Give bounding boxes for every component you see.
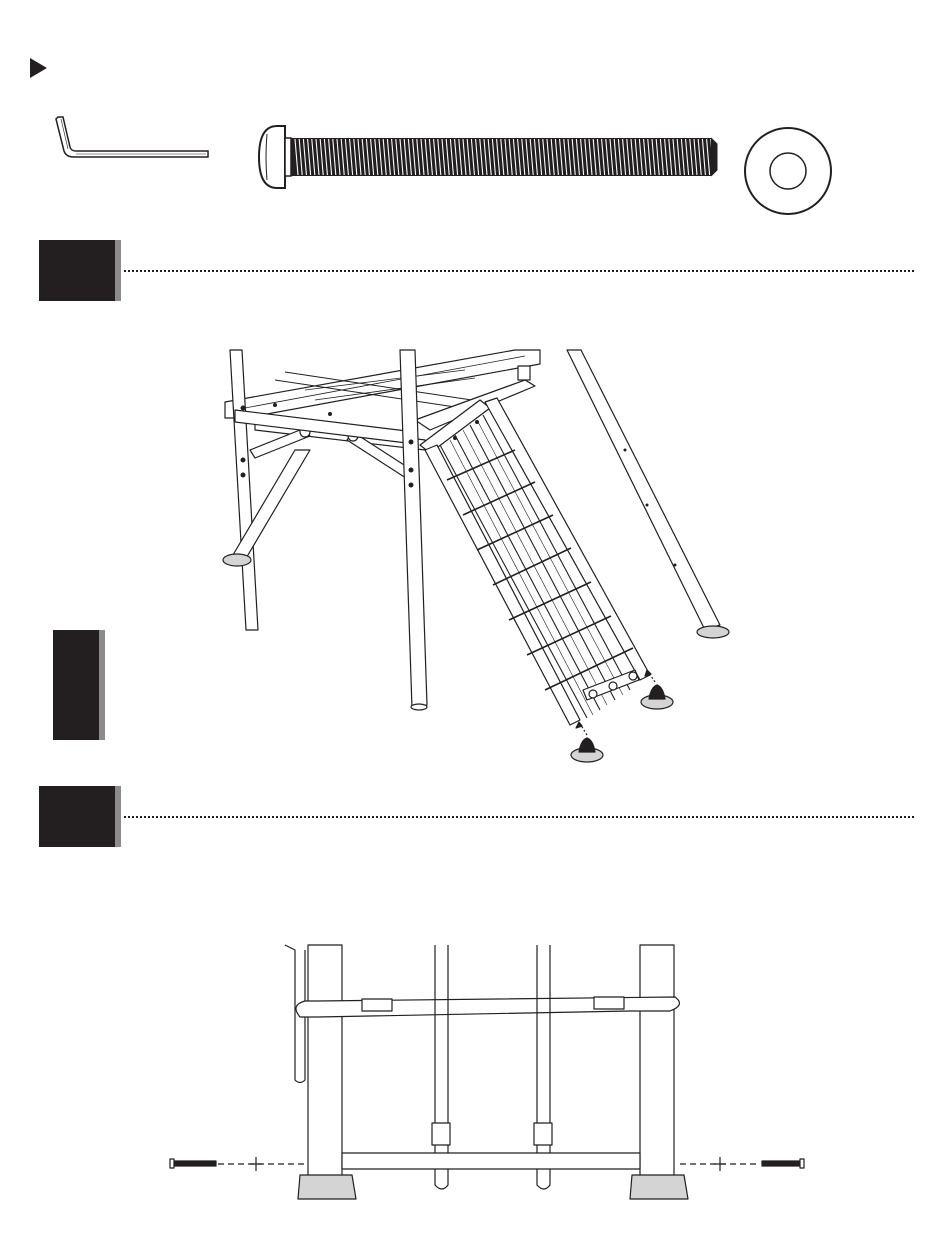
side-tab-block: [53, 630, 99, 740]
step-1-block: [39, 240, 115, 301]
step-2-illustration: [170, 945, 810, 1205]
step-1-divider: [124, 270, 914, 272]
step-1-illustration: [215, 350, 735, 765]
step-2-block: [39, 786, 115, 847]
parts-marker-icon: [30, 58, 48, 78]
allen-wrench-icon: [52, 113, 212, 163]
washer-icon: [743, 126, 835, 218]
step-2-divider: [124, 816, 914, 818]
bolt-icon: [255, 124, 720, 190]
